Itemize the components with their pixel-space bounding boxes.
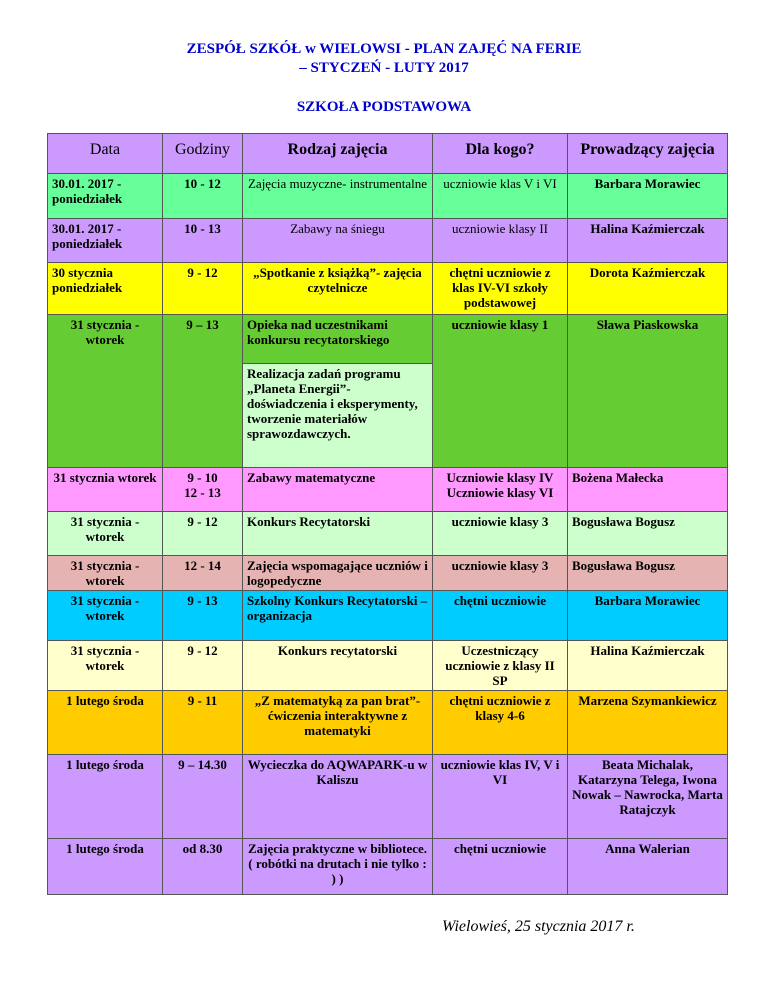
- col-header-date: Data: [48, 134, 163, 174]
- table-row: [48, 315, 728, 364]
- cell-hours: 9 – 14.30: [163, 755, 243, 839]
- cell-leader: Barbara Morawiec: [568, 174, 728, 219]
- table-row: [48, 174, 728, 219]
- cell-activity: Konkurs Recytatorski: [243, 512, 433, 556]
- cell-activity: Opieka nad uczestnikami konkursu recytatorskiego: [243, 315, 433, 364]
- table-row: [48, 512, 728, 556]
- cell-leader: Barbara Morawiec: [568, 591, 728, 641]
- title-line-2: – STYCZEŃ - LUTY 2017: [299, 60, 469, 76]
- cell-leader: Bożena Małecka: [568, 468, 728, 512]
- cell-who: Uczestniczący uczniowie z klasy II SP: [433, 641, 568, 691]
- table-header-row: [48, 134, 728, 174]
- table-row: [48, 591, 728, 641]
- schedule-table: [47, 133, 728, 895]
- who-a: Uczniowie klasy IV: [446, 470, 554, 485]
- cell-activity: Zajęcia wspomagające uczniów i logopedyczne: [243, 556, 433, 591]
- col-header-who: Dla kogo?: [433, 134, 568, 174]
- cell-who: chętni uczniowie: [433, 591, 568, 641]
- cell-leader: Anna Walerian: [568, 839, 728, 895]
- cell-who: chętni uczniowie z klasy 4-6: [433, 691, 568, 755]
- subtitle: SZKOŁA PODSTAWOWA: [296, 99, 472, 115]
- table-row: [48, 641, 728, 691]
- cell-activity: Zabawy matematyczne: [243, 468, 433, 512]
- cell-date: 1 lutego środa: [48, 839, 163, 895]
- col-header-leader: Prowadzący zajęcia: [568, 134, 728, 174]
- col-header-activity: Rodzaj zajęcia: [243, 134, 433, 174]
- cell-leader: Halina Kaźmierczak: [568, 219, 728, 263]
- cell-activity: Zabawy na śniegu: [243, 219, 433, 263]
- cell-activity: Zajęcia praktyczne w bibliotece. ( robótki na drutach i nie tylko : ) ): [243, 839, 433, 895]
- cell-leader: Beata Michalak, Katarzyna Telega, Iwona Nowak – Nawrocka, Marta Ratajczyk: [568, 755, 728, 839]
- cell-who: uczniowie klasy 1: [433, 315, 568, 468]
- cell-leader: Bogusława Bogusz: [568, 512, 728, 556]
- cell-activity-2: Realizacja zadań programu „Planeta Energii”- doświadczenia i eksperymenty, tworzenie materiałów sprawozdawczych.: [243, 364, 433, 468]
- cell-hours: 9 – 13: [163, 315, 243, 468]
- cell-date: 31 stycznia - wtorek: [48, 315, 163, 468]
- cell-who: uczniowie klas V i VI: [433, 174, 568, 219]
- cell-leader: Marzena Szymankiewicz: [568, 691, 728, 755]
- table-row: [48, 263, 728, 315]
- table-row: [48, 691, 728, 755]
- cell-hours: 10 - 13: [163, 219, 243, 263]
- hours-a: 9 - 10: [187, 470, 218, 485]
- cell-hours: 9 - 13: [163, 591, 243, 641]
- cell-date: 31 stycznia - wtorek: [48, 591, 163, 641]
- cell-who: uczniowie klasy 3: [433, 512, 568, 556]
- cell-hours: od 8.30: [163, 839, 243, 895]
- hours-b: 12 - 13: [184, 485, 221, 500]
- cell-hours: 9 - 12: [163, 263, 243, 315]
- cell-date: 1 lutego środa: [48, 691, 163, 755]
- cell-leader: Dorota Kaźmierczak: [568, 263, 728, 315]
- cell-date: 30 stycznia poniedziałek: [48, 263, 163, 315]
- cell-activity: Szkolny Konkurs Recytatorski – organizacja: [243, 591, 433, 641]
- cell-leader: Bogusława Bogusz: [568, 556, 728, 591]
- title-line-1: ZESPÓŁ SZKÓŁ w WIELOWSI - PLAN ZAJĘĆ NA FERIE: [186, 41, 582, 57]
- cell-hours: 12 - 14: [163, 556, 243, 591]
- cell-who: uczniowie klasy II: [433, 219, 568, 263]
- cell-who: chętni uczniowie z klas IV-VI szkoły podstawowej: [433, 263, 568, 315]
- cell-leader: Halina Kaźmierczak: [568, 641, 728, 691]
- cell-who: uczniowie klasy 3: [433, 556, 568, 591]
- cell-date: 31 stycznia wtorek: [48, 468, 163, 512]
- footer-place-date: Wielowieś, 25 stycznia 2017 r.: [442, 918, 635, 935]
- cell-date: 31 stycznia - wtorek: [48, 641, 163, 691]
- cell-hours: 9 - 11: [163, 691, 243, 755]
- cell-activity: „Z matematyką za pan brat”- ćwiczenia interaktywne z matematyki: [243, 691, 433, 755]
- cell-hours: [163, 468, 243, 512]
- table-row: [48, 219, 728, 263]
- cell-who: chętni uczniowie: [433, 839, 568, 895]
- col-header-hours: Godziny: [163, 134, 243, 174]
- cell-who: uczniowie klas IV, V i VI: [433, 755, 568, 839]
- cell-hours: 9 - 12: [163, 512, 243, 556]
- cell-activity: Zajęcia muzyczne- instrumentalne: [243, 174, 433, 219]
- who-b: Uczniowie klasy VI: [446, 485, 554, 500]
- cell-activity: Wycieczka do AQWAPARK-u w Kaliszu: [243, 755, 433, 839]
- cell-date: 1 lutego środa: [48, 755, 163, 839]
- cell-leader: Sława Piaskowska: [568, 315, 728, 468]
- cell-date: 30.01. 2017 - poniedziałek: [48, 219, 163, 263]
- cell-activity: Konkurs recytatorski: [243, 641, 433, 691]
- cell-hours: 10 - 12: [163, 174, 243, 219]
- cell-date: 31 stycznia - wtorek: [48, 556, 163, 591]
- cell-who: [433, 468, 568, 512]
- cell-date: 30.01. 2017 - poniedziałek: [48, 174, 163, 219]
- cell-date: 31 stycznia - wtorek: [48, 512, 163, 556]
- table-row: [48, 468, 728, 512]
- cell-hours: 9 - 12: [163, 641, 243, 691]
- table-row: [48, 755, 728, 839]
- table-row: [48, 556, 728, 591]
- cell-activity: „Spotkanie z książką”- zajęcia czytelnicze: [243, 263, 433, 315]
- table-row: [48, 839, 728, 895]
